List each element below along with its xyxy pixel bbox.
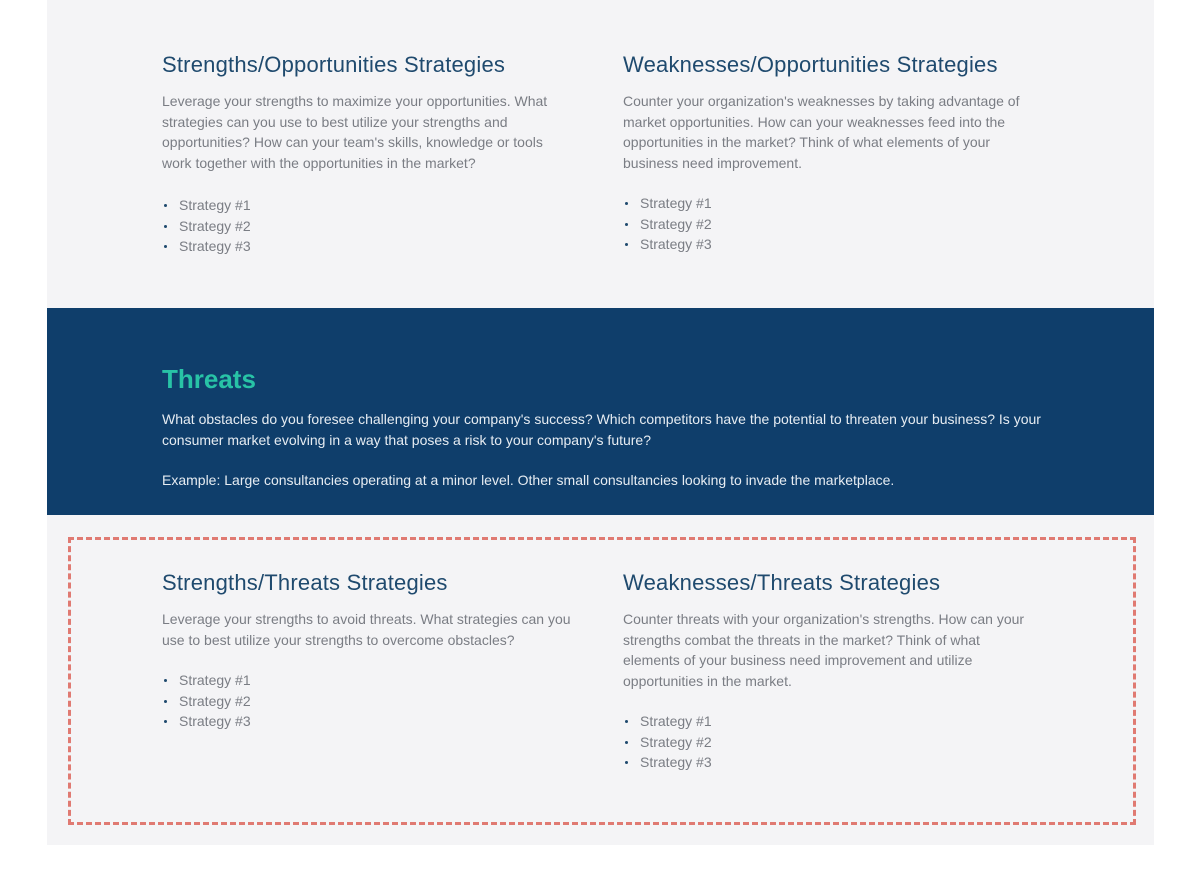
list-item: Strategy #3: [623, 752, 1043, 773]
strengths-threats-section: [162, 569, 582, 732]
bullet-icon: [625, 243, 628, 246]
list-item: Strategy #2: [623, 732, 1043, 753]
threats-description: What obstacles do you foresee challenging your company's success? Which competitors have the potential to threaten your business? Is your consumer market evolving in a way that poses a risk to your company's future?: [162, 411, 1041, 448]
section-description: Counter threats with your organization's strengths. How can your strengths combat the threats in the market? Think of what elements of your business need improvement and utilize opportunities in the market.: [623, 611, 1025, 689]
list-item: Strategy #3: [162, 711, 582, 732]
section-description: Leverage your strengths to maximize your opportunities. What strategies can you use to best utilize your strengths and opportunities? How can your team's skills, knowledge or tools work together with the opportunities in the market?: [162, 93, 548, 171]
bullet-icon: [625, 223, 628, 226]
list-item: Strategy #1: [162, 670, 582, 691]
list-item: Strategy #1: [623, 711, 1043, 732]
strategy-list: [623, 193, 1043, 255]
list-item: Strategy #2: [162, 691, 582, 712]
list-item: Strategy #3: [623, 234, 1043, 255]
bullet-icon: [625, 741, 628, 744]
section-title: Strengths/Opportunities Strategies: [162, 52, 506, 77]
section-title: Strengths/Threats Strategies: [162, 570, 448, 595]
section-description: Leverage your strengths to avoid threats. What strategies can you use to best utilize your strengths to overcome obstacles?: [162, 611, 571, 648]
threats-section: [47, 308, 1154, 515]
threats-example: Example: Large consultancies operating at a minor level. Other small consultancies looking to invade the marketplace.: [162, 472, 895, 488]
bullet-icon: [625, 720, 628, 723]
threats-title: Threats: [162, 364, 256, 394]
bullet-icon: [164, 245, 167, 248]
strategy-list: [623, 711, 1043, 773]
list-item: Strategy #2: [162, 216, 582, 237]
bullet-icon: [625, 761, 628, 764]
bullet-icon: [164, 720, 167, 723]
bullet-icon: [164, 225, 167, 228]
list-item: Strategy #1: [162, 195, 582, 216]
weaknesses-threats-section: [623, 569, 1043, 773]
strengths-opportunities-section: [162, 51, 582, 257]
section-title: Weaknesses/Threats Strategies: [623, 570, 941, 595]
list-item: Strategy #3: [162, 236, 582, 257]
bullet-icon: [164, 700, 167, 703]
bullet-icon: [164, 204, 167, 207]
strategy-list: [162, 670, 582, 732]
section-title: Weaknesses/Opportunities Strategies: [623, 52, 998, 77]
bullet-icon: [164, 679, 167, 682]
section-description: Counter your organization's weaknesses by taking advantage of market opportunities. How can your weaknesses feed into the opportunities in the market? Think of what elements of your business need improvement.: [623, 93, 1020, 171]
list-item: Strategy #1: [623, 193, 1043, 214]
strategy-list: [162, 195, 582, 257]
weaknesses-opportunities-section: [623, 51, 1043, 255]
bullet-icon: [625, 202, 628, 205]
list-item: Strategy #2: [623, 214, 1043, 235]
